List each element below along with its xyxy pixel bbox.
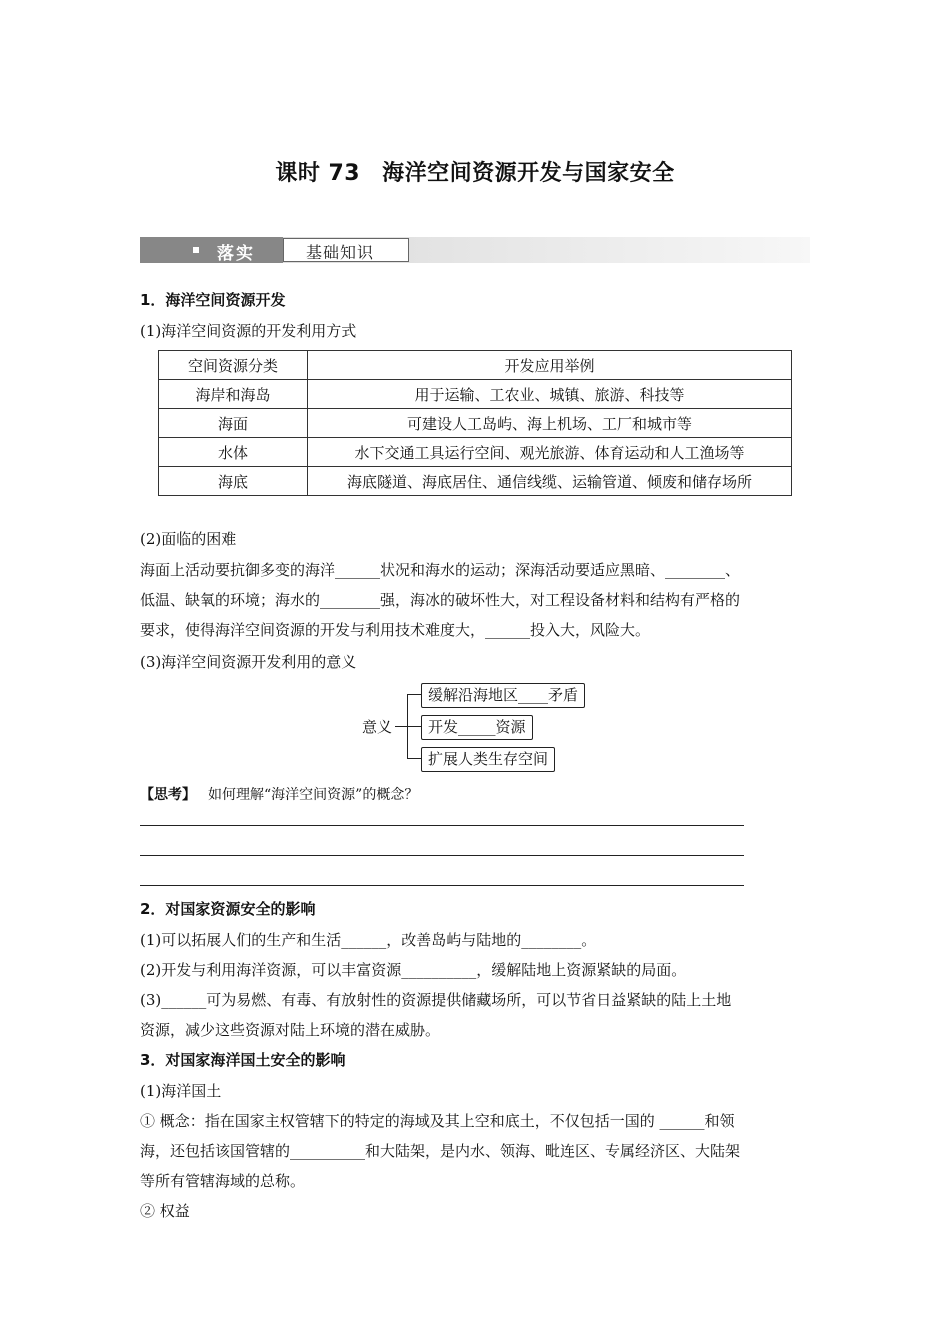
rights-item: ② 权益 [140, 1202, 190, 1220]
table-row [159, 467, 792, 496]
table-cell: 水下交通工具运行空间、观光旅游、体育运动和人工渔场等 [308, 438, 792, 467]
table-cell: 海底隧道、海底居住、通信线缆、运输管道、倾废和储存场所 [308, 467, 792, 496]
section-header-left-label: 落实 [217, 244, 255, 264]
section-1-subheading-2: (2)面临的困难 [140, 530, 237, 548]
table-cell: 可建设人工岛屿、海上机场、工厂和城市等 [308, 409, 792, 438]
mindmap-connector [407, 726, 421, 727]
concept-paragraph [140, 1106, 810, 1196]
section-bullet-icon [193, 247, 199, 253]
mindmap-node: 扩展人类生存空间 [421, 747, 555, 772]
mindmap-root: 意义 [362, 718, 393, 736]
table-cell: 海底 [159, 467, 308, 496]
section-2-body [140, 925, 810, 1045]
table-header-row [159, 351, 792, 380]
section-3-subheading-1: (1)海洋国土 [140, 1082, 222, 1100]
think-question: 如何理解“海洋空间资源”的概念？ [208, 787, 419, 803]
table-cell: 海面 [159, 409, 308, 438]
paragraph-line: 海面上活动要抗御多变的海洋______状况和海水的运动；深海活动要适应黑暗、________、 [140, 561, 741, 579]
paragraph-line: 海，还包括该国管辖的__________和大陆架，是内水、领海、毗连区、专属经济区、大陆架 [140, 1142, 741, 1160]
paragraph-line: ① 概念：指在国家主权管辖下的特定的海域及其上空和底土，不仅包括一国的 ______和领 [140, 1112, 735, 1130]
think-tag: 【思考】 [140, 787, 196, 803]
table-header-cell: 开发应用举例 [308, 351, 792, 380]
table-row [159, 380, 792, 409]
table-row [159, 438, 792, 467]
table-header-cell: 空间资源分类 [159, 351, 308, 380]
paragraph-line: (1)可以拓展人们的生产和生活______，改善岛屿与陆地的________。 [140, 931, 597, 949]
paragraph-line: 资源，减少这些资源对陆上环境的潜在威胁。 [140, 1021, 441, 1039]
significance-mindmap [355, 680, 615, 775]
section-header-dark-block [140, 237, 283, 263]
page-title: 课时 73 海洋空间资源开发与国家安全 [275, 161, 675, 186]
mindmap-connector [407, 758, 421, 759]
table-cell: 用于运输、工农业、城镇、旅游、科技等 [308, 380, 792, 409]
answer-line[interactable] [140, 825, 744, 826]
table-row [159, 409, 792, 438]
mindmap-node: 开发_____资源 [421, 715, 533, 740]
section-1-subheading-3: (3)海洋空间资源开发利用的意义 [140, 653, 357, 671]
mindmap-connector [395, 726, 407, 727]
section-1-subheading-1: (1)海洋空间资源的开发利用方式 [140, 322, 357, 340]
paragraph-line: 要求，使得海洋空间资源的开发与利用技术难度大，______投入大，风险大。 [140, 621, 651, 639]
paragraph-line: 等所有管辖海域的总称。 [140, 1172, 306, 1190]
section-1-heading: 1．海洋空间资源开发 [140, 291, 286, 309]
answer-line[interactable] [140, 885, 744, 886]
difficulty-paragraph [140, 555, 810, 645]
paragraph-line: (3)______可为易燃、有毒、有放射性的资源提供储藏场所，可以节省日益紧缺的陆上土地 [140, 991, 732, 1009]
section-2-heading: 2．对国家资源安全的影响 [140, 900, 316, 918]
answer-line[interactable] [140, 855, 744, 856]
section-header-bar [140, 237, 810, 263]
table-cell: 水体 [159, 438, 308, 467]
table-cell: 海岸和海岛 [159, 380, 308, 409]
resource-table [158, 350, 792, 496]
paragraph-line: 低温、缺氧的环境；海水的________强，海冰的破坏性大，对工程设备材料和结构有严格的 [140, 591, 741, 609]
section-3-heading: 3．对国家海洋国土安全的影响 [140, 1051, 346, 1069]
paragraph-line: (2)开发与利用海洋资源，可以丰富资源__________，缓解陆地上资源紧缺的局面。 [140, 961, 687, 979]
mindmap-connector [407, 694, 421, 695]
mindmap-node: 缓解沿海地区____矛盾 [421, 683, 585, 708]
think-prompt [140, 784, 418, 804]
section-header-right-label: 基础知识 [306, 243, 375, 262]
